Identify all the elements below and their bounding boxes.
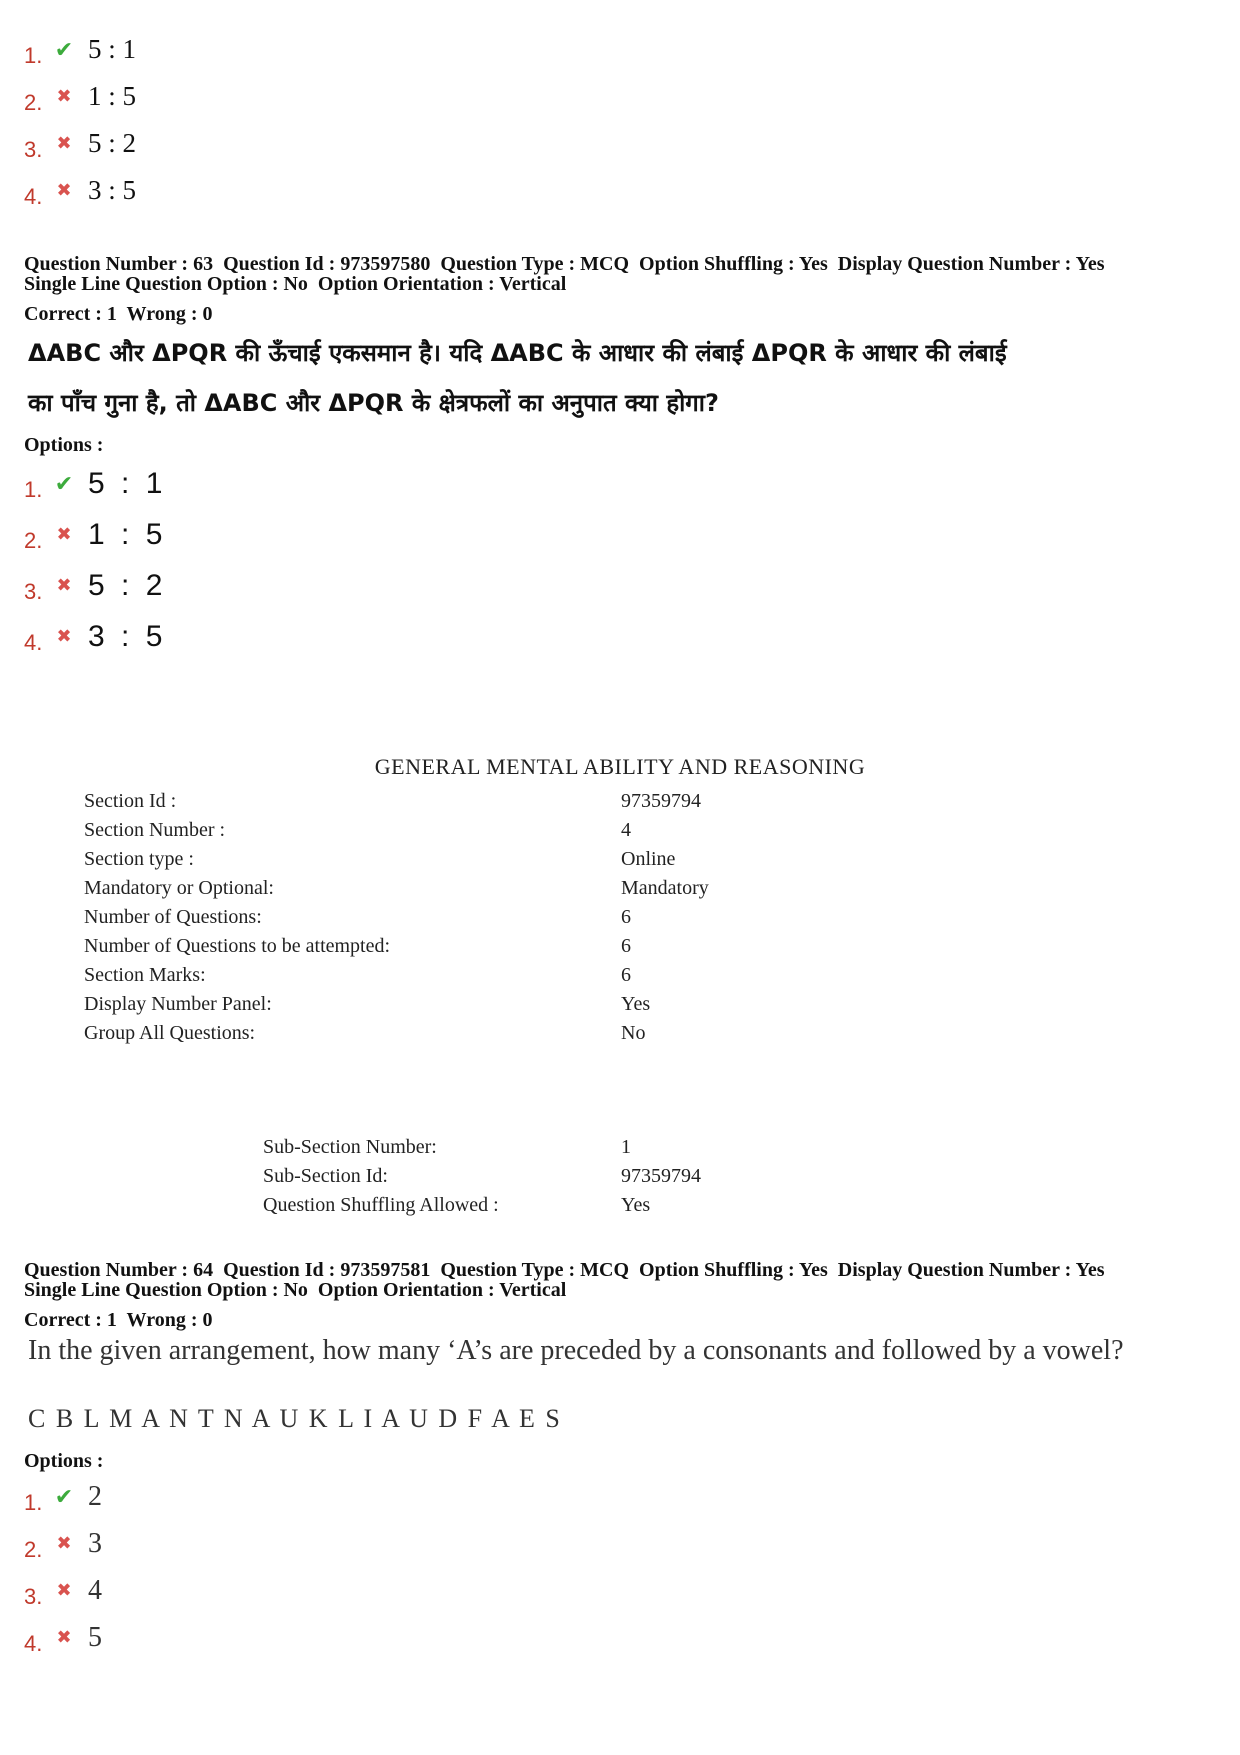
section-row-value: 4 (621, 819, 631, 841)
q63-correct-line: Correct : 1 Wrong : 0 (24, 303, 213, 325)
q63-meta-line1: Question Number : 63 Question Id : 973597580 Question Type : MCQ Option Shuffling : Yes Display Question Number : Yes (24, 253, 1105, 275)
option-number: 2. (24, 527, 43, 553)
q64-options-list (24, 1473, 102, 1661)
section-row-value: 6 (621, 906, 631, 928)
section-row-value: Yes (621, 993, 651, 1015)
q63-option-3 (24, 560, 166, 611)
subsection-row-label: Sub-Section Number: (263, 1136, 437, 1158)
option-number: 3. (24, 578, 43, 604)
section-row-label: Mandatory or Optional: (84, 877, 274, 899)
section-row-value: 97359794 (621, 790, 701, 812)
subsection-row-label: Sub-Section Id: (263, 1165, 388, 1187)
prev-option-2 (24, 73, 136, 120)
option-number: 4. (24, 183, 43, 209)
option-number: 2. (24, 1536, 43, 1562)
option-number: 1. (24, 1489, 43, 1515)
q63-question-text (28, 328, 1220, 428)
section-row-label: Section Id : (84, 790, 177, 812)
option-text: 5 : 2 (88, 568, 167, 602)
q63-option-4 (24, 611, 166, 662)
section-row-label: Section type : (84, 848, 194, 870)
option-number: 3. (24, 136, 43, 162)
option-number: 2. (24, 89, 43, 115)
prev-option-4 (24, 167, 136, 214)
option-text: 5 : 2 (88, 128, 137, 158)
section-row-label: Group All Questions: (84, 1022, 256, 1044)
option-text: 3 : 5 (88, 175, 137, 205)
prev-options-list (24, 26, 136, 214)
section-row-value: Online (621, 848, 676, 870)
cross-icon: ✖ (56, 86, 72, 106)
q64-question-text: In the given arrangement, how many ‘A’s are preceded by a consonants and followed by a vowel? (28, 1335, 1124, 1366)
q63-text-line1: ΔABC और ΔPQR की ऊँचाई एकसमान है। यदि ΔABC के आधार की लंबाई ΔPQR के आधार की लंबाई (28, 339, 1007, 367)
q64-arrangement: C B L M A N T N A U K L I A U D F A E S (28, 1404, 562, 1433)
check-icon: ✔ (54, 36, 74, 62)
cross-icon: ✖ (56, 575, 72, 595)
section-row-label: Section Number : (84, 819, 226, 841)
option-number: 1. (24, 42, 43, 68)
section-title: GENERAL MENTAL ABILITY AND REASONING (374, 754, 866, 779)
option-text: 2 (88, 1480, 102, 1512)
subsection-row-value: 1 (621, 1136, 631, 1158)
q64-meta-line1: Question Number : 64 Question Id : 973597581 Question Type : MCQ Option Shuffling : Yes Display Question Number : Yes (24, 1259, 1105, 1281)
cross-icon: ✖ (56, 524, 72, 544)
cross-icon: ✖ (56, 1627, 72, 1647)
q64-correct-line: Correct : 1 Wrong : 0 (24, 1309, 213, 1331)
option-text: 1 : 5 (88, 81, 137, 111)
option-text: 3 : 5 (88, 619, 167, 653)
option-number: 1. (24, 476, 43, 502)
option-text: 5 : 1 (88, 34, 137, 64)
q64-option-4 (24, 1614, 102, 1661)
subsection-row-label: Question Shuffling Allowed : (263, 1194, 499, 1216)
q63-meta-line2: Single Line Question Option : No Option Orientation : Vertical (24, 273, 567, 295)
option-number: 3. (24, 1583, 43, 1609)
q64-option-2 (24, 1520, 102, 1567)
q64-option-3 (24, 1567, 102, 1614)
q64-option-1 (24, 1473, 102, 1520)
subsection-row-value: Yes (621, 1194, 651, 1216)
option-number: 4. (24, 1630, 43, 1656)
section-row-value: 6 (621, 964, 631, 986)
q63-options-label: Options : (24, 434, 104, 456)
cross-icon: ✖ (56, 1533, 72, 1553)
section-row-value: Mandatory (621, 877, 709, 899)
cross-icon: ✖ (56, 626, 72, 646)
option-text: 1 : 5 (88, 517, 167, 551)
option-text: 5 : 1 (88, 466, 167, 500)
q63-option-1 (24, 458, 166, 509)
q63-text-line2: का पाँच गुना है, तो ΔABC और ΔPQR के क्षेत्रफलों का अनुपात क्या होगा? (28, 389, 719, 417)
section-row-value: 6 (621, 935, 631, 957)
subsection-row-value: 97359794 (621, 1165, 701, 1187)
cross-icon: ✖ (56, 133, 72, 153)
q64-meta-line2: Single Line Question Option : No Option Orientation : Vertical (24, 1279, 567, 1301)
cross-icon: ✖ (56, 1580, 72, 1600)
prev-option-1 (24, 26, 136, 73)
q63-option-2 (24, 509, 166, 560)
section-row-label: Section Marks: (84, 964, 206, 986)
option-number: 4. (24, 629, 43, 655)
prev-option-3 (24, 120, 136, 167)
section-row-value: No (621, 1022, 646, 1044)
option-text: 5 (88, 1621, 102, 1653)
q64-options-label: Options : (24, 1450, 104, 1472)
cross-icon: ✖ (56, 180, 72, 200)
section-row-label: Number of Questions to be attempted: (84, 935, 391, 957)
section-row-label: Display Number Panel: (84, 993, 272, 1015)
option-text: 3 (88, 1527, 102, 1559)
section-row-label: Number of Questions: (84, 906, 262, 928)
option-text: 4 (88, 1574, 102, 1606)
check-icon: ✔ (54, 1483, 74, 1509)
check-icon: ✔ (54, 470, 74, 496)
q63-options-list (24, 458, 166, 662)
